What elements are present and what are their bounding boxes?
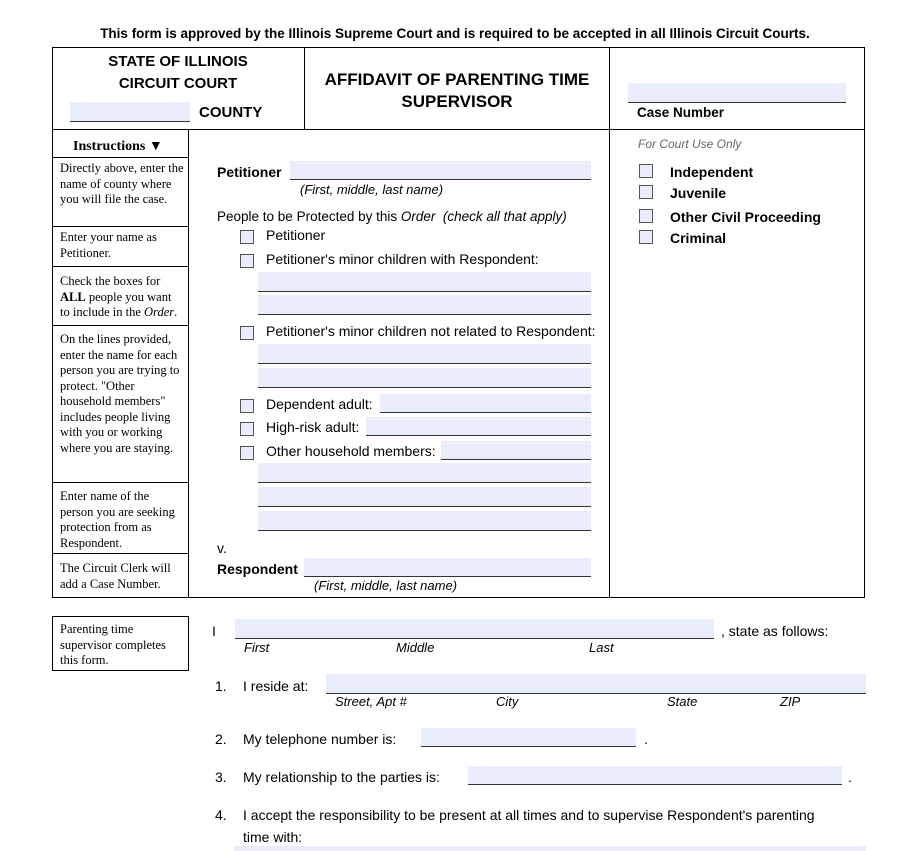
- other-household-label: Other household members:: [266, 443, 436, 459]
- middle-hint: Middle: [396, 640, 435, 655]
- circuit-court-label: CIRCUIT COURT: [118, 75, 238, 92]
- juvenile-label: Juvenile: [670, 185, 727, 201]
- case-number-input[interactable]: [628, 83, 846, 103]
- instruction-case-number: The Circuit Clerk will add a Case Number.: [60, 561, 171, 591]
- first-hint: First: [244, 640, 270, 655]
- triangle-down-icon: ▼: [148, 139, 163, 154]
- telephone-input[interactable]: [421, 728, 636, 747]
- minor-children-not-checkbox[interactable]: [240, 326, 254, 340]
- item4-text-line1: I accept the responsibility to be present at all times and to supervise Respondent's parenting: [243, 807, 815, 823]
- other-household-input-4[interactable]: [258, 511, 591, 531]
- street-hint: Street, Apt #: [335, 694, 407, 709]
- high-risk-adult-input[interactable]: [366, 417, 591, 436]
- criminal-label: Criminal: [670, 230, 727, 246]
- dependent-adult-checkbox[interactable]: [240, 399, 254, 413]
- item2-number: 2.: [215, 731, 227, 747]
- independent-label: Independent: [670, 164, 754, 180]
- county-label: COUNTY: [199, 104, 263, 121]
- petitioner-label: Petitioner: [217, 164, 282, 180]
- last-hint: Last: [589, 640, 614, 655]
- petitioner-name-hint: (First, middle, last name): [300, 182, 444, 197]
- minor-with-input-2[interactable]: [258, 295, 591, 315]
- court-use-label: For Court Use Only: [638, 137, 742, 151]
- protected-heading: People to be Protected by this Order (check all that apply): [217, 209, 567, 224]
- other-civil-label: Other Civil Proceeding: [670, 209, 821, 225]
- instruction-county: Directly above, enter the name of county where you will file the case.: [60, 161, 184, 206]
- criminal-checkbox[interactable]: [639, 230, 653, 244]
- approval-notice: This form is approved by the Illinois Supreme Court and is required to be accepted in all Illinois Circuit Courts.: [100, 26, 810, 41]
- other-civil-checkbox[interactable]: [639, 209, 653, 223]
- respondent-name-input[interactable]: [304, 558, 591, 577]
- respondent-label: Respondent: [217, 561, 298, 577]
- item1-label: I reside at:: [243, 678, 309, 694]
- relationship-input[interactable]: [468, 766, 842, 785]
- supervisor-name-input[interactable]: [235, 619, 714, 639]
- instruction-protected: On the lines provided, enter the name for each person you are trying to protect. "Other household members" includes people living with you or working where you are staying.: [60, 332, 180, 455]
- other-household-input-2[interactable]: [258, 463, 591, 483]
- minor-with-input-1[interactable]: [258, 272, 591, 292]
- item4-number: 4.: [215, 807, 227, 823]
- zip-hint: ZIP: [780, 694, 801, 709]
- respondent-name-hint: (First, middle, last name): [314, 578, 458, 593]
- high-risk-adult-checkbox[interactable]: [240, 422, 254, 436]
- state-hint: State: [667, 694, 698, 709]
- item4-text-line2: time with:: [243, 829, 303, 845]
- minor-children-with-label: Petitioner's minor children with Respondent:: [266, 251, 539, 267]
- city-hint: City: [496, 694, 519, 709]
- other-household-input-1[interactable]: [441, 441, 591, 460]
- item3-label: My relationship to the parties is:: [243, 769, 440, 785]
- item2-label: My telephone number is:: [243, 731, 397, 747]
- item2-period: .: [644, 731, 648, 747]
- form-title-line2: SUPERVISOR: [401, 92, 513, 111]
- other-household-input-3[interactable]: [258, 487, 591, 507]
- address-input[interactable]: [326, 674, 866, 694]
- state-as-follows: , state as follows:: [721, 623, 829, 639]
- dependent-adult-label: Dependent adult:: [266, 396, 373, 412]
- item3-number: 3.: [215, 769, 227, 785]
- independent-checkbox[interactable]: [639, 164, 653, 178]
- i-label: I: [212, 623, 216, 639]
- juvenile-checkbox[interactable]: [639, 185, 653, 199]
- protect-petitioner-checkbox[interactable]: [240, 230, 254, 244]
- item3-period: .: [848, 769, 852, 785]
- instruction-supervisor: Parenting time supervisor completes this form.: [60, 622, 166, 667]
- petitioner-name-input[interactable]: [290, 161, 591, 180]
- minor-children-with-checkbox[interactable]: [240, 254, 254, 268]
- high-risk-adult-label: High-risk adult:: [266, 419, 360, 435]
- supervise-with-input[interactable]: [234, 846, 866, 851]
- case-number-label: Case Number: [637, 105, 725, 120]
- other-household-checkbox[interactable]: [240, 446, 254, 460]
- minor-not-input-2[interactable]: [258, 368, 591, 388]
- minor-children-not-label: Petitioner's minor children not related to Respondent:: [266, 323, 596, 339]
- instruction-petitioner: Enter your name as Petitioner.: [60, 230, 157, 260]
- state-label: STATE OF ILLINOIS: [108, 53, 248, 70]
- dependent-adult-input[interactable]: [380, 394, 591, 413]
- minor-not-input-1[interactable]: [258, 344, 591, 364]
- item1-number: 1.: [215, 678, 227, 694]
- form-title-line1: AFFIDAVIT OF PARENTING TIME: [324, 70, 590, 89]
- county-input[interactable]: [70, 102, 190, 122]
- versus-label: v.: [217, 540, 227, 556]
- instructions-title: Instructions ▼: [73, 139, 163, 154]
- instruction-checkboxes: Check the boxes for ALL people you want to include in the Order.: [60, 274, 178, 319]
- protect-petitioner-label: Petitioner: [266, 227, 326, 243]
- instruction-respondent: Enter name of the person you are seeking protection from as Respondent.: [60, 489, 175, 550]
